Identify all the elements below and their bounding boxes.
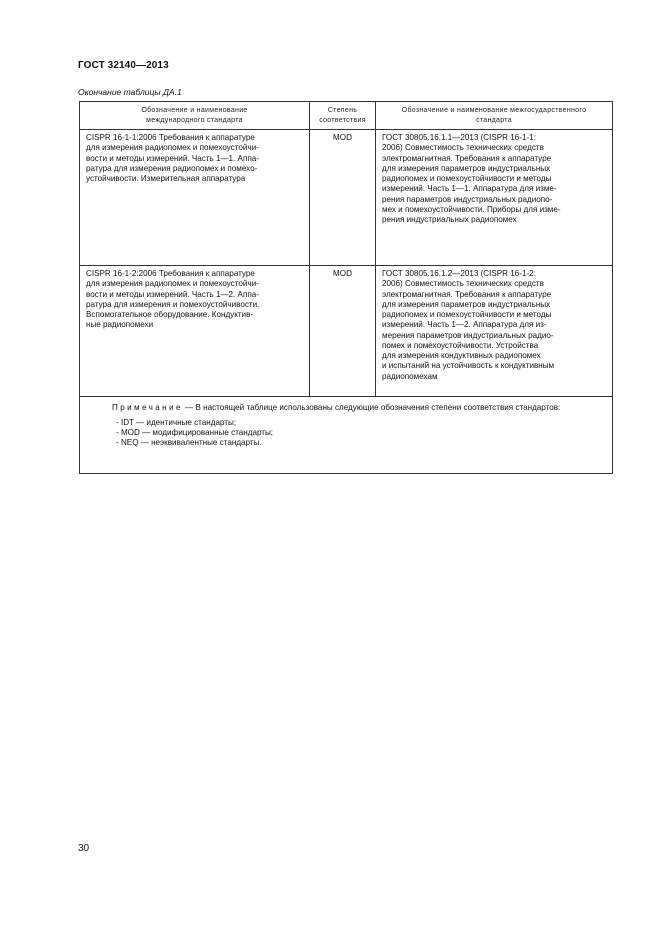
- table-caption: Окончание таблицы ДА.1: [78, 87, 182, 97]
- degree-list: [86, 418, 606, 449]
- interstate-standard-cell: ГОСТ 30805.16.1.2—2013 (CISPR 16-1-2: 2006) Совместимость технических средств электромагнитная. Требования к аппаратуре для измерения параметров индустриальных радиопомех и помехоустойчивости и методы измерений. Часть 1—2. Аппаратура для из- мерения параметров индустриальных радио- помех и помехоустойчивости. Устройства для измерения кондуктивных радиопомех и испытаний на устойчивость к кондуктивным радиопомехам: [376, 266, 613, 397]
- page-number: 30: [78, 843, 90, 854]
- note-paragraph: [86, 403, 606, 414]
- list-item: - IDT — идентичные стандарты;: [116, 417, 237, 427]
- list-item: - MOD — модифицированные стандарты;: [116, 427, 274, 437]
- note-text: — В настоящей таблице использованы следующие обозначения степени соответствия стандартов:: [182, 403, 561, 412]
- degree-cell: MOD: [310, 266, 376, 397]
- table-row: [80, 266, 613, 397]
- header-interstate-standard: Обозначение и наименование межгосударственного стандарта: [376, 102, 613, 130]
- degree-cell: MOD: [310, 130, 376, 266]
- note-cell: [80, 397, 613, 474]
- header-degree-of-conformity: Степень соответствия: [310, 102, 376, 130]
- international-standard-cell: CISPR 16-1-2:2006 Требования к аппаратуре для измерения радиопомех и помехоустойчи- вости и методы измерений. Часть 1—2. Аппа- ратура для измерения и помехоустойчивости. Вспомогательное оборудование. Кондуктив- ные радиопомехи: [80, 266, 310, 397]
- document-code: ГОСТ 32140—2013: [78, 60, 169, 71]
- header-international-standard: Обозначение и наименование международного стандарта: [80, 102, 310, 130]
- list-item: - NEQ — неэквивалентные стандарты.: [116, 438, 262, 448]
- table-row: [80, 130, 613, 266]
- interstate-standard-cell: ГОСТ 30805.16.1.1—2013 (CISPR 16-1-1: 2006) Совместимость технических средств электромагнитная. Требования к аппаратуре для измерения параметров индустриальных радиопомех и помехоустойчивости и методы измерений. Часть 1—1. Аппаратура для изме- рения параметров индустриальных радиопо- мех и помехоустойчивости. Приборы для изме- рения индустриальных радиопомех: [376, 130, 613, 266]
- note-label: Примечание: [112, 403, 183, 412]
- note-row: [80, 397, 613, 474]
- standards-table: [79, 101, 613, 474]
- table-header-row: [80, 102, 613, 130]
- international-standard-cell: CISPR 16-1-1:2006 Требования к аппаратуре для измерения радиопомех и помехоустойчи- вости и методы измерений. Часть 1—1. Аппа- ратура для измерения радиопомех и помехо- устойчивости. Измерительная аппаратура: [80, 130, 310, 266]
